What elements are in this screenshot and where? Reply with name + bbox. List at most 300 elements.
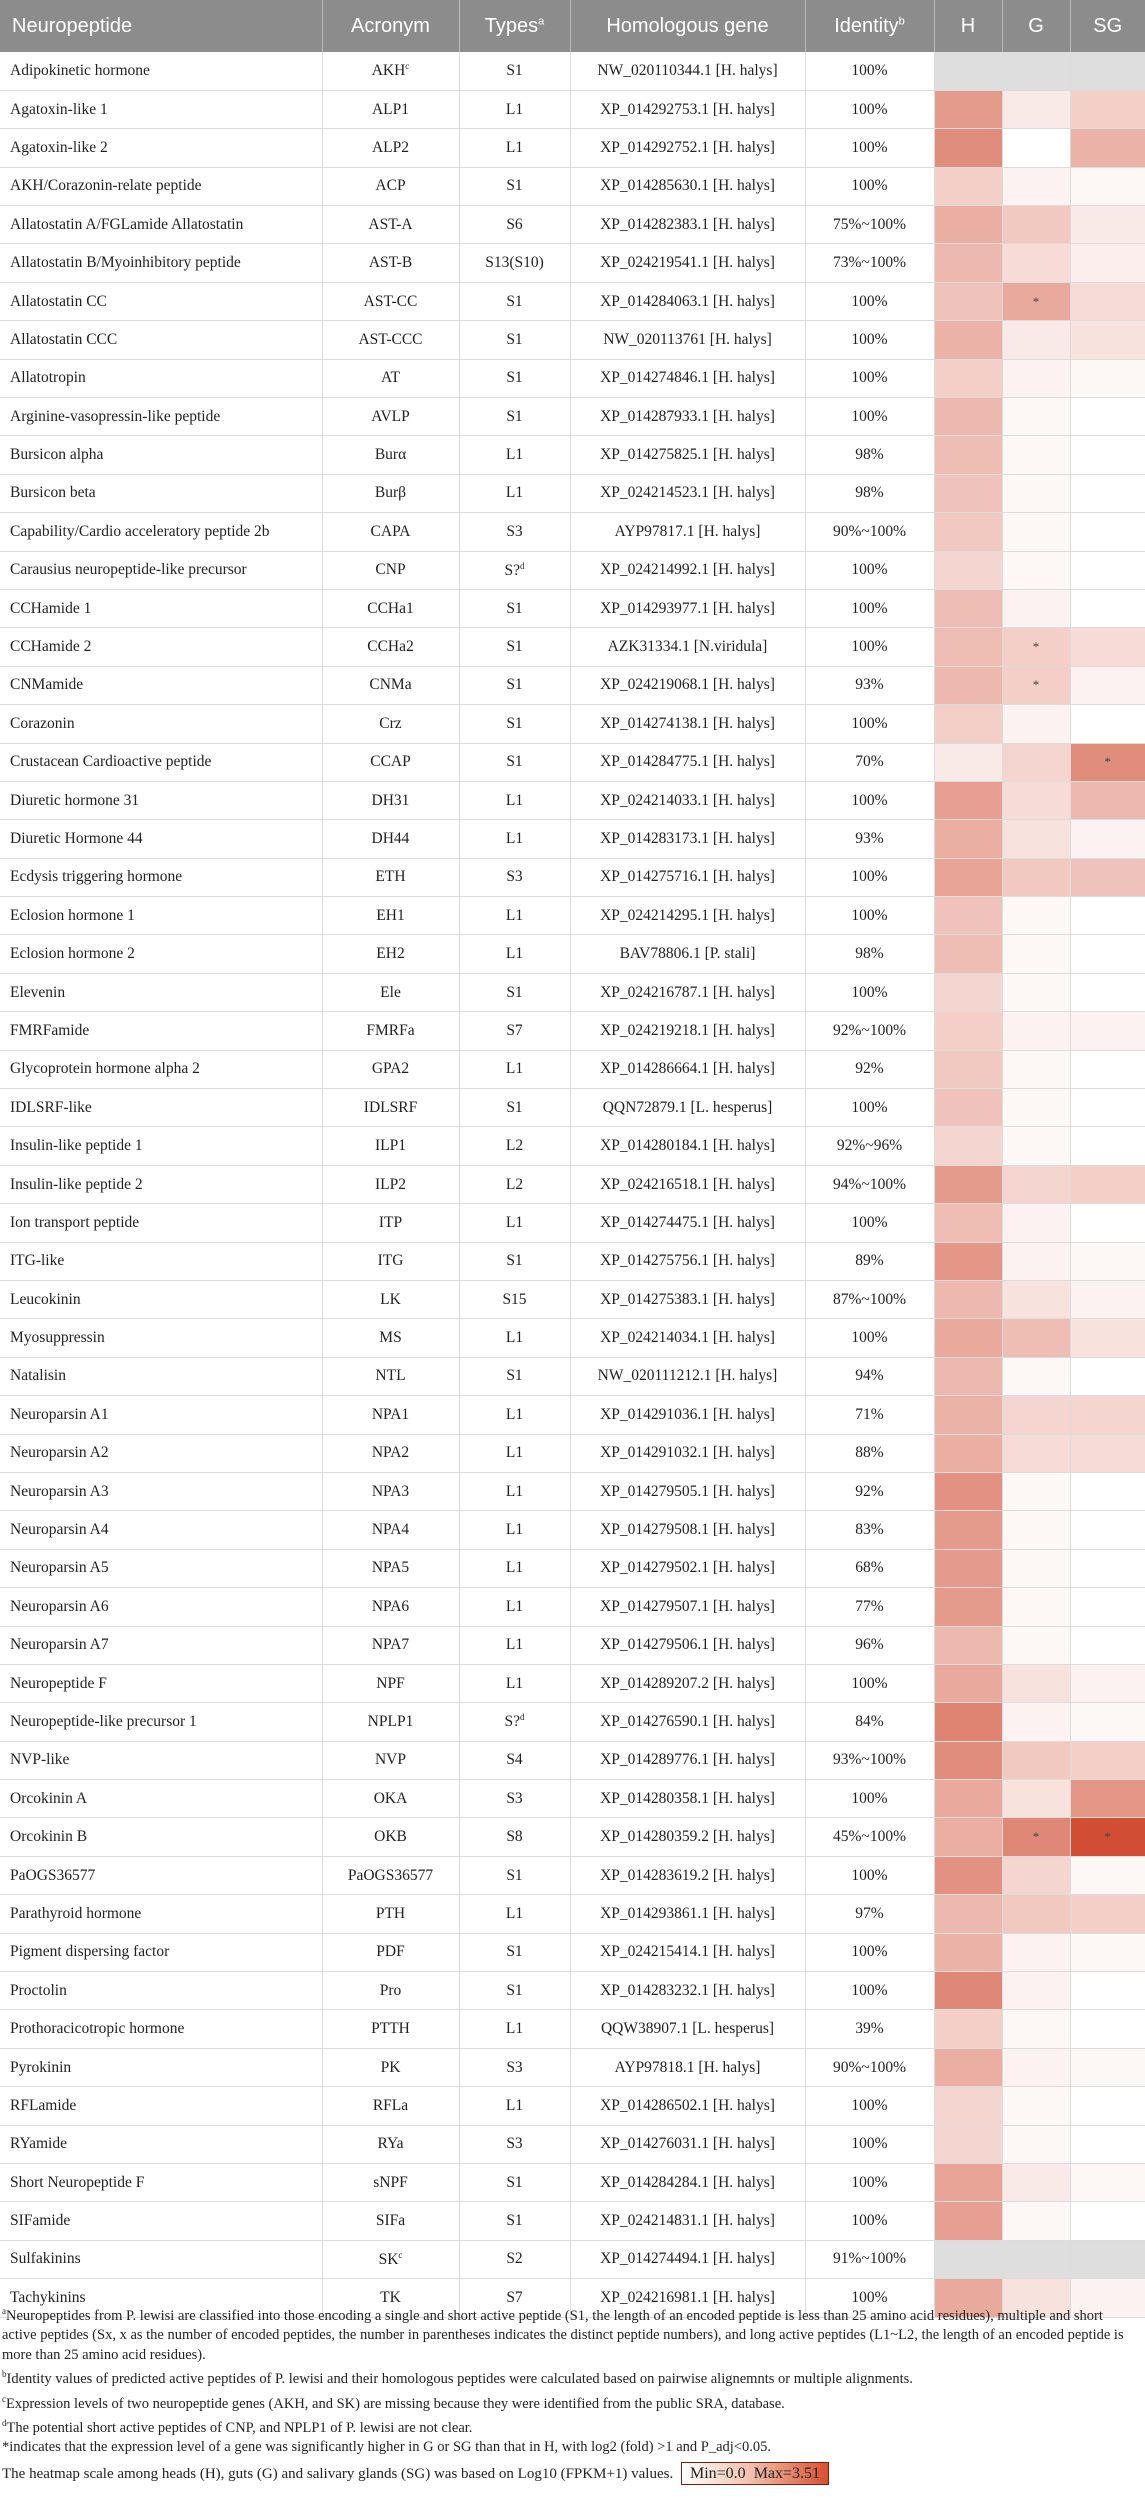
table-row xyxy=(0,1319,1145,1357)
neuropeptide-name-text: Neuropeptide F xyxy=(10,1674,107,1692)
type-text: L1 xyxy=(505,791,524,809)
significance-star: * xyxy=(1032,1829,1040,1845)
acronym-cell xyxy=(322,1703,459,1741)
heatmap-cell-sg xyxy=(1070,935,1145,973)
heatmap-cell-h xyxy=(934,1933,1002,1971)
type-cell xyxy=(459,2048,570,2086)
acronym-cell xyxy=(322,1626,459,1664)
heatmap-cell-sg xyxy=(1070,52,1145,90)
heatmap-cell-h xyxy=(934,2125,1002,2163)
neuropeptide-name-text: Allatostatin CCC xyxy=(10,330,118,348)
type-text: S3 xyxy=(506,2058,523,2076)
acronym-cell xyxy=(322,167,459,205)
heatmap-cell-h xyxy=(934,1434,1002,1472)
neuropeptide-name xyxy=(0,2202,322,2240)
acronym-cell xyxy=(322,1741,459,1779)
neuropeptide-name xyxy=(0,551,322,589)
type-text: S1 xyxy=(506,638,523,656)
type-text: S1 xyxy=(506,330,523,348)
heatmap-cell-sg xyxy=(1070,897,1145,935)
type-text: L1 xyxy=(505,1060,524,1078)
neuropeptide-name xyxy=(0,705,322,743)
type-cell xyxy=(459,206,570,244)
homologous-gene-cell: NW_020113761 [H. halys] xyxy=(570,321,805,359)
acronym-text: PaOGS36577 xyxy=(347,1866,434,1884)
heatmap-cell-g xyxy=(1002,858,1070,896)
type-cell xyxy=(459,321,570,359)
acronym-text: AKH xyxy=(371,62,406,80)
neuropeptide-name-text: FMRFamide xyxy=(10,1021,90,1039)
acronym-cell xyxy=(322,743,459,781)
acronym-text: ALP2 xyxy=(371,138,410,156)
homologous-gene-cell: XP_014279508.1 [H. halys] xyxy=(570,1511,805,1549)
heatmap-cell-g xyxy=(1002,589,1070,627)
type-text: L1 xyxy=(505,446,524,464)
acronym-cell xyxy=(322,2048,459,2086)
header-row xyxy=(0,0,1145,52)
type-text: S1 xyxy=(506,1367,523,1385)
homologous-gene-cell: XP_014280358.1 [H. halys] xyxy=(570,1780,805,1818)
heatmap-cell-g xyxy=(1002,1818,1070,1856)
homologous-gene-cell: AZK31334.1 [N.viridula] xyxy=(570,628,805,666)
neuropeptide-name xyxy=(0,436,322,474)
neuropeptide-name xyxy=(0,1780,322,1818)
neuropeptide-name-text: Elevenin xyxy=(10,983,66,1001)
heatmap-cell-sg xyxy=(1070,589,1145,627)
neuropeptide-name xyxy=(0,129,322,167)
heatmap-cell-sg xyxy=(1070,206,1145,244)
type-text: S1 xyxy=(506,599,523,617)
significance-star: * xyxy=(1032,677,1040,693)
heatmap-cell-g xyxy=(1002,513,1070,551)
acronym-text: CNMa xyxy=(369,676,412,694)
homologous-gene-cell: XP_014274138.1 [H. halys] xyxy=(570,705,805,743)
table-row xyxy=(0,973,1145,1011)
heatmap-cell-g xyxy=(1002,781,1070,819)
heatmap-cell-g xyxy=(1002,436,1070,474)
type-text: L1 xyxy=(505,2096,524,2114)
type-text: L1 xyxy=(505,1559,524,1577)
heatmap-cell-sg xyxy=(1070,321,1145,359)
type-cell xyxy=(459,1895,570,1933)
acronym-cell xyxy=(322,1588,459,1626)
heatmap-cell-g xyxy=(1002,1319,1070,1357)
type-cell xyxy=(459,1127,570,1165)
heatmap-cell-sg xyxy=(1070,90,1145,128)
type-text: L1 xyxy=(505,1444,524,1462)
acronym-cell xyxy=(322,897,459,935)
acronym-cell xyxy=(322,1165,459,1203)
acronym-cell xyxy=(322,398,459,436)
heatmap-cell-g xyxy=(1002,1856,1070,1894)
heatmap-cell-h xyxy=(934,1242,1002,1280)
identity-cell: 100% xyxy=(805,129,934,167)
neuropeptide-name-text: Neuroparsin A7 xyxy=(10,1636,109,1654)
heatmap-cell-sg xyxy=(1070,167,1145,205)
homologous-gene-cell: XP_024214523.1 [H. halys] xyxy=(570,474,805,512)
identity-cell: 70% xyxy=(805,743,934,781)
table-row xyxy=(0,820,1145,858)
acronym-text: AT xyxy=(381,369,400,387)
neuropeptide-name-text: Ecdysis triggering hormone xyxy=(10,868,183,886)
type-text: S1 xyxy=(506,676,523,694)
heatmap-cell-sg xyxy=(1070,1242,1145,1280)
neuropeptide-name-text: Adipokinetic hormone xyxy=(10,61,150,79)
acronym-cell xyxy=(322,858,459,896)
acronym-cell xyxy=(322,1818,459,1856)
neuropeptide-name xyxy=(0,1242,322,1280)
neuropeptide-name-text: Neuroparsin A3 xyxy=(10,1482,109,1500)
heatmap-cell-sg xyxy=(1070,398,1145,436)
neuropeptide-name-text: Natalisin xyxy=(10,1367,66,1385)
neuropeptide-name xyxy=(0,1127,322,1165)
identity-cell: 100% xyxy=(805,897,934,935)
identity-cell: 45%~100% xyxy=(805,1818,934,1856)
neuropeptide-name xyxy=(0,2010,322,2048)
acronym-text: ITP xyxy=(378,1213,403,1231)
table-row xyxy=(0,1511,1145,1549)
neuropeptide-name-text: Sulfakinins xyxy=(10,2250,81,2268)
neuropeptide-name xyxy=(0,167,322,205)
homologous-gene-cell: XP_014284775.1 [H. halys] xyxy=(570,743,805,781)
acronym-text: MS xyxy=(379,1329,402,1347)
identity-cell: 84% xyxy=(805,1703,934,1741)
acronym-text: GPA2 xyxy=(371,1060,410,1078)
acronym-cell xyxy=(322,820,459,858)
neuropeptide-name xyxy=(0,1741,322,1779)
identity-cell: 68% xyxy=(805,1549,934,1587)
footnote-d: $^d$The potential short active peptides of CNP, and NPLP1 of P. lewisi are not clear. xyxy=(2,2417,473,2436)
header-homologous-gene: Homologous gene xyxy=(570,0,805,52)
header-g: G xyxy=(1002,0,1070,52)
heatmap-cell-sg xyxy=(1070,1818,1145,1856)
heatmap-cell-sg xyxy=(1070,1012,1145,1050)
acronym-text: IDLSRF xyxy=(363,1098,418,1116)
heatmap-cell-sg xyxy=(1070,513,1145,551)
heatmap-cell-g xyxy=(1002,1089,1070,1127)
acronym-cell xyxy=(322,321,459,359)
heatmap-cell-h xyxy=(934,1281,1002,1319)
table-row xyxy=(0,1472,1145,1510)
heatmap-cell-sg xyxy=(1070,858,1145,896)
neuropeptide-name xyxy=(0,359,322,397)
heatmap-cell-h xyxy=(934,743,1002,781)
heatmap-cell-h xyxy=(934,858,1002,896)
acronym-cell xyxy=(322,1856,459,1894)
type-cell xyxy=(459,2202,570,2240)
identity-cell: 100% xyxy=(805,1204,934,1242)
type-cell xyxy=(459,1511,570,1549)
neuropeptide-name xyxy=(0,474,322,512)
neuropeptide-name xyxy=(0,2163,322,2201)
heatmap-scale-legend xyxy=(681,2462,829,2486)
table-row xyxy=(0,1281,1145,1319)
header-sg: SG xyxy=(1070,0,1145,52)
table-row xyxy=(0,1242,1145,1280)
heatmap-cell-h xyxy=(934,398,1002,436)
acronym-text: CCAP xyxy=(370,753,411,771)
acronym-cell xyxy=(322,589,459,627)
acronym-cell xyxy=(322,781,459,819)
type-cell xyxy=(459,973,570,1011)
homologous-gene-cell: BAV78806.1 [P. stali] xyxy=(570,935,805,973)
heatmap-cell-g xyxy=(1002,2048,1070,2086)
neuropeptide-name xyxy=(0,206,322,244)
table-row xyxy=(0,666,1145,704)
table-row xyxy=(0,129,1145,167)
header-h: H xyxy=(934,0,1002,52)
acronym-text: NTL xyxy=(375,1367,406,1385)
acronym-cell xyxy=(322,1895,459,1933)
type-text: L1 xyxy=(505,1329,524,1347)
acronym-cell xyxy=(322,513,459,551)
type-text: L1 xyxy=(505,906,524,924)
heatmap-cell-h xyxy=(934,1780,1002,1818)
heatmap-cell-h xyxy=(934,2240,1002,2278)
acronym-cell xyxy=(322,2163,459,2201)
table-row xyxy=(0,935,1145,973)
acronym-cell xyxy=(322,1664,459,1702)
neuropeptide-name-text: Pyrokinin xyxy=(10,2058,72,2076)
type-text: S1 xyxy=(506,983,523,1001)
type-text: L1 xyxy=(505,945,524,963)
heatmap-cell-h xyxy=(934,1664,1002,1702)
type-text: S3 xyxy=(506,868,523,886)
neuropeptide-name xyxy=(0,2125,322,2163)
heatmap-cell-sg xyxy=(1070,359,1145,397)
acronym-text: SK xyxy=(378,2251,399,2269)
neuropeptide-name xyxy=(0,1165,322,1203)
neuropeptide-name xyxy=(0,52,322,90)
acronym-cell xyxy=(322,206,459,244)
identity-cell: 100% xyxy=(805,589,934,627)
heatmap-cell-sg xyxy=(1070,1549,1145,1587)
acronym-text: CAPA xyxy=(370,522,411,540)
acronym-cell xyxy=(322,2125,459,2163)
heatmap-cell-sg xyxy=(1070,2125,1145,2163)
type-text: S6 xyxy=(506,215,523,233)
homologous-gene-cell: XP_014274475.1 [H. halys] xyxy=(570,1204,805,1242)
heatmap-cell-h xyxy=(934,206,1002,244)
table-row xyxy=(0,743,1145,781)
homologous-gene-cell: XP_024216787.1 [H. halys] xyxy=(570,973,805,1011)
acronym-cell xyxy=(322,1511,459,1549)
neuropeptide-name-text: Crustacean Cardioactive peptide xyxy=(10,753,212,771)
heatmap-cell-sg xyxy=(1070,1127,1145,1165)
homologous-gene-cell: XP_014286664.1 [H. halys] xyxy=(570,1050,805,1088)
type-cell xyxy=(459,1856,570,1894)
identity-cell: 100% xyxy=(805,90,934,128)
type-cell xyxy=(459,1664,570,1702)
table-row xyxy=(0,244,1145,282)
type-text: S2 xyxy=(506,2250,523,2268)
heatmap-cell-h xyxy=(934,1895,1002,1933)
footnote-c: $^c$Expression levels of two neuropeptide genes (AKH, and SK) are missing because they were identified from the public SRA, database. xyxy=(2,2393,785,2412)
heatmap-cell-h xyxy=(934,1588,1002,1626)
homologous-gene-cell: XP_014283619.2 [H. halys] xyxy=(570,1856,805,1894)
heatmap-cell-sg xyxy=(1070,2163,1145,2201)
neuropeptide-name-text: Neuroparsin A4 xyxy=(10,1521,109,1539)
neuropeptide-name xyxy=(0,90,322,128)
neuropeptide-name-text: Allatostatin CC xyxy=(10,292,107,310)
type-text: S1 xyxy=(506,292,523,310)
neuropeptide-name xyxy=(0,321,322,359)
acronym-cell xyxy=(322,1780,459,1818)
neuropeptide-name xyxy=(0,743,322,781)
acronym-text: ETH xyxy=(375,868,406,886)
heatmap-cell-g xyxy=(1002,628,1070,666)
identity-cell: 100% xyxy=(805,1972,934,2010)
heatmap-cell-sg xyxy=(1070,1933,1145,1971)
type-cell xyxy=(459,705,570,743)
homologous-gene-cell: XP_014285630.1 [H. halys] xyxy=(570,167,805,205)
acronym-cell xyxy=(322,359,459,397)
neuropeptide-name xyxy=(0,858,322,896)
type-text: S15 xyxy=(502,1290,527,1308)
acronym-cell xyxy=(322,935,459,973)
heatmap-cell-g xyxy=(1002,2010,1070,2048)
heatmap-cell-h xyxy=(934,2163,1002,2201)
table-row xyxy=(0,1089,1145,1127)
type-text: L1 xyxy=(505,1482,524,1500)
identity-cell: 100% xyxy=(805,2125,934,2163)
neuropeptide-name xyxy=(0,589,322,627)
heatmap-cell-g xyxy=(1002,2202,1070,2240)
heatmap-cell-g xyxy=(1002,1050,1070,1088)
neuropeptide-name-text: Insulin-like peptide 2 xyxy=(10,1175,143,1193)
heatmap-cell-h xyxy=(934,52,1002,90)
heatmap-cell-h xyxy=(934,935,1002,973)
heatmap-cell-h xyxy=(934,2202,1002,2240)
type-text: L1 xyxy=(505,1213,524,1231)
acronym-text: ITG xyxy=(377,1252,404,1270)
identity-cell: 100% xyxy=(805,2163,934,2201)
neuropeptide-name-text: Allatotropin xyxy=(10,369,86,387)
neuropeptide-name xyxy=(0,628,322,666)
type-cell xyxy=(459,1933,570,1971)
homologous-gene-cell: XP_014280359.2 [H. halys] xyxy=(570,1818,805,1856)
heatmap-cell-g xyxy=(1002,935,1070,973)
acronym-text: Burα xyxy=(374,446,407,464)
heatmap-cell-h xyxy=(934,436,1002,474)
header-neuropeptide: Neuropeptide xyxy=(0,0,322,52)
homologous-gene-cell: XP_014284284.1 [H. halys] xyxy=(570,2163,805,2201)
type-text: S1 xyxy=(506,2212,523,2230)
neuropeptide-name xyxy=(0,1396,322,1434)
neuropeptide-name xyxy=(0,398,322,436)
heatmap-cell-h xyxy=(934,628,1002,666)
table-row xyxy=(0,1972,1145,2010)
heatmap-cell-sg xyxy=(1070,1357,1145,1395)
type-text: S8 xyxy=(506,1828,523,1846)
identity-cell: 98% xyxy=(805,935,934,973)
identity-cell: 91%~100% xyxy=(805,2240,934,2278)
type-cell xyxy=(459,1588,570,1626)
heatmap-cell-g xyxy=(1002,1012,1070,1050)
neuropeptide-name-text: Diuretic hormone 31 xyxy=(10,791,140,809)
heatmap-cell-h xyxy=(934,359,1002,397)
heatmap-cell-sg xyxy=(1070,1089,1145,1127)
type-cell xyxy=(459,1204,570,1242)
acronym-cell xyxy=(322,1972,459,2010)
table-row xyxy=(0,1856,1145,1894)
identity-cell: 100% xyxy=(805,551,934,589)
acronym-cell xyxy=(322,474,459,512)
homologous-gene-cell: XP_014275756.1 [H. halys] xyxy=(570,1242,805,1280)
heatmap-cell-g xyxy=(1002,666,1070,704)
neuropeptide-name-text: Neuroparsin A2 xyxy=(10,1444,109,1462)
neuropeptide-name-text: Leucokinin xyxy=(10,1290,81,1308)
homologous-gene-cell: XP_014279502.1 [H. halys] xyxy=(570,1549,805,1587)
type-text: L1 xyxy=(505,1521,524,1539)
table-row xyxy=(0,589,1145,627)
heatmap-cell-g xyxy=(1002,321,1070,359)
acronym-text: AST-B xyxy=(368,254,413,272)
heatmap-cell-g xyxy=(1002,1434,1070,1472)
heatmap-cell-sg xyxy=(1070,474,1145,512)
identity-cell: 73%~100% xyxy=(805,244,934,282)
type-text: S? xyxy=(504,1713,520,1731)
acronym-text: ILP1 xyxy=(375,1137,406,1155)
heatmap-cell-sg xyxy=(1070,1626,1145,1664)
identity-cell: 100% xyxy=(805,705,934,743)
type-text: S1 xyxy=(506,1252,523,1270)
heatmap-cell-g xyxy=(1002,359,1070,397)
homologous-gene-cell: XP_024215414.1 [H. halys] xyxy=(570,1933,805,1971)
type-cell xyxy=(459,1012,570,1050)
heatmap-cell-g xyxy=(1002,1741,1070,1779)
type-cell xyxy=(459,1741,570,1779)
neuropeptide-name xyxy=(0,1818,322,1856)
table-row xyxy=(0,436,1145,474)
neuropeptide-name xyxy=(0,1626,322,1664)
type-text: L1 xyxy=(505,484,524,502)
heatmap-cell-g xyxy=(1002,705,1070,743)
type-cell xyxy=(459,1165,570,1203)
homologous-gene-cell: XP_024214295.1 [H. halys] xyxy=(570,897,805,935)
type-cell xyxy=(459,666,570,704)
homologous-gene-cell: NW_020110344.1 [H. halys] xyxy=(570,52,805,90)
homologous-gene-cell: AYP97817.1 [H. halys] xyxy=(570,513,805,551)
type-text: S7 xyxy=(506,1021,523,1039)
heatmap-cell-g xyxy=(1002,1396,1070,1434)
neuropeptide-name-text: Agatoxin-like 2 xyxy=(10,138,108,156)
neuropeptide-name-text: RFLamide xyxy=(10,2096,77,2114)
type-cell xyxy=(459,2240,570,2278)
type-cell xyxy=(459,935,570,973)
heatmap-cell-h xyxy=(934,1165,1002,1203)
type-cell xyxy=(459,129,570,167)
heatmap-cell-g xyxy=(1002,1895,1070,1933)
heatmap-cell-sg xyxy=(1070,1396,1145,1434)
homologous-gene-cell: XP_014292752.1 [H. halys] xyxy=(570,129,805,167)
type-text: L1 xyxy=(505,100,524,118)
neuropeptide-name-text: Neuroparsin A1 xyxy=(10,1405,109,1423)
heatmap-cell-g xyxy=(1002,90,1070,128)
neuropeptide-name xyxy=(0,1972,322,2010)
heatmap-cell-h xyxy=(934,1012,1002,1050)
heatmap-cell-h xyxy=(934,1050,1002,1088)
type-text: L1 xyxy=(505,1674,524,1692)
acronym-cell xyxy=(322,90,459,128)
neuropeptide-name-text: RYamide xyxy=(10,2135,67,2153)
homologous-gene-cell: XP_014291032.1 [H. halys] xyxy=(570,1434,805,1472)
acronym-footnote-mark: c xyxy=(398,2249,403,2260)
type-cell xyxy=(459,1050,570,1088)
heatmap-cell-h xyxy=(934,167,1002,205)
homologous-gene-cell: XP_024216981.1 [H. halys] xyxy=(570,2279,805,2317)
type-text: L1 xyxy=(505,1405,524,1423)
